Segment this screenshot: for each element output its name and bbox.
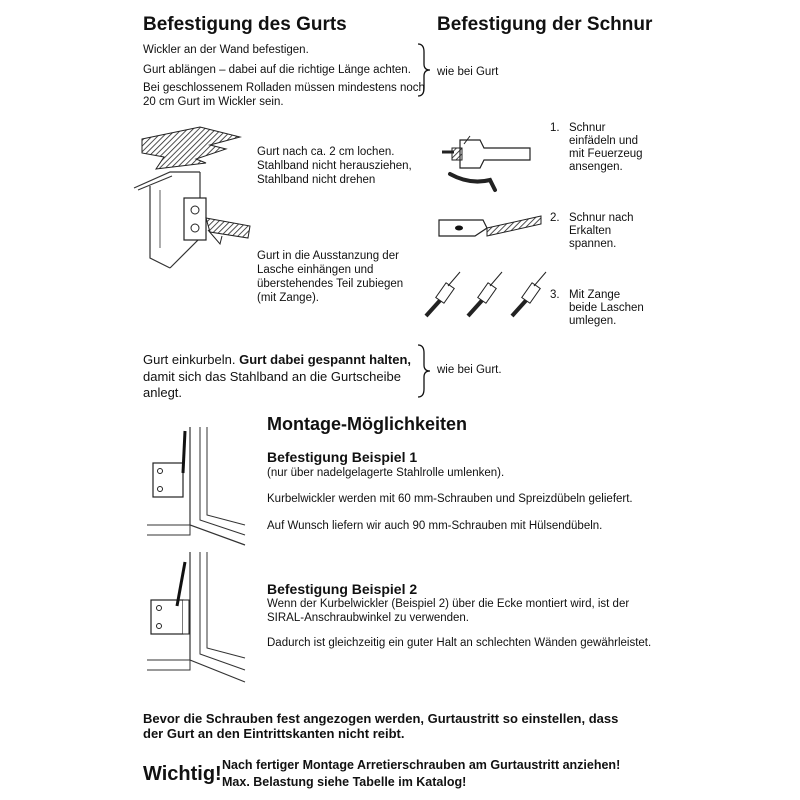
gurt-step2-b: Lasche einhängen und	[257, 264, 374, 276]
gurt-step1-c: Stahlband nicht drehen	[257, 174, 376, 186]
example-2-l2: SIRAL-Anschraubwinkel zu verwenden.	[267, 612, 469, 624]
schnur-step1-l4: ansengen.	[569, 161, 623, 173]
example-1-p1: Kurbelwickler werden mit 60 mm-Schrauben und Spreizdübeln geliefert.	[267, 493, 633, 505]
brace-2	[416, 343, 436, 399]
wichtig-line-1: Nach fertiger Montage Arretierschrauben am Gurtaustritt anziehen!	[222, 758, 621, 772]
gurt-step2-a: Gurt in die Ausstanzung der	[257, 250, 399, 262]
einkurbeln-line-3: anlegt.	[143, 385, 183, 400]
schnur-step3-l3: umlegen.	[569, 315, 617, 327]
cord-thread-illustration	[440, 130, 540, 195]
schnur-step2-l2: Erkalten	[569, 225, 612, 237]
intro-line-3b: 20 cm Gurt im Wickler sein.	[143, 96, 284, 108]
brace-1	[416, 42, 436, 98]
gurt-step1-b: Stahlband nicht herausziehen,	[257, 160, 412, 172]
example-1-p2: Auf Wunsch liefern wir auch 90 mm-Schrauben mit Hülsendübeln.	[267, 520, 603, 532]
schnur-step2-num: 2.	[550, 212, 560, 224]
intro-line-1: Wickler an der Wand befestigen.	[143, 44, 309, 56]
schnur-step2-l3: spannen.	[569, 238, 617, 250]
gurt-step1-a: Gurt nach ca. 2 cm lochen.	[257, 146, 395, 158]
schnur-step2-l1: Schnur nach	[569, 212, 634, 224]
intro-line-3a: Bei geschlossenem Rolladen müssen mindestens noch	[143, 82, 425, 94]
montage-title: Montage-Möglichkeiten	[267, 414, 468, 434]
schnur-step3-num: 3.	[550, 289, 560, 301]
gurt-title: Befestigung des Gurts	[143, 14, 347, 35]
wichtig-label: Wichtig!	[143, 763, 222, 785]
gurt-step2-c: überstehendes Teil zubiegen	[257, 278, 404, 290]
intro-line-2: Gurt ablängen – dabei auf die richtige Länge achten.	[143, 64, 411, 76]
cord-fold-illustration	[420, 270, 550, 320]
example-2-l1: Wenn der Kurbelwickler (Beispiel 2) über die Ecke montiert wird, ist der	[267, 598, 630, 610]
schnur-step1-num: 1.	[550, 122, 560, 134]
schnur-step3-l1: Mit Zange	[569, 289, 621, 301]
schnur-title: Befestigung der Schnur	[437, 14, 653, 35]
schnur-step1-l3: mit Feuerzeug	[569, 148, 643, 160]
einkurbeln-line-1: Gurt einkurbeln. Gurt dabei gespannt halten,	[143, 352, 412, 367]
example-1-title: Befestigung Beispiel 1	[267, 449, 418, 465]
mounting-example-2-illustration	[145, 550, 250, 690]
brace-note-1: wie bei Gurt	[437, 66, 499, 78]
cord-tension-illustration	[435, 210, 545, 245]
example-2-title: Befestigung Beispiel 2	[267, 581, 418, 597]
mounting-example-1-illustration	[145, 425, 250, 560]
schnur-step1-l1: Schnur	[569, 122, 606, 134]
schnur-step3-l2: beide Laschen	[569, 302, 644, 314]
wichtig-line-2: Max. Belastung siehe Tabelle im Katalog!	[222, 775, 467, 789]
brace-note-2: wie bei Gurt.	[437, 364, 502, 376]
example-2-p2: Dadurch ist gleichzeitig ein guter Halt an schlechten Wänden gewährleistet.	[267, 637, 652, 649]
schnur-step1-l2: einfädeln und	[569, 135, 639, 147]
warning-line-2: der Gurt an den Eintrittskanten nicht reibt.	[143, 726, 405, 741]
warning-line-1: Bevor die Schrauben fest angezogen werden, Gurtaustritt so einstellen, dass	[143, 711, 619, 726]
winder-housing-illustration	[130, 168, 260, 283]
example-1-sub: (nur über nadelgelagerte Stahlrolle umlenken).	[267, 467, 505, 479]
einkurbeln-line-2: damit sich das Stahlband an die Gurtscheibe	[143, 369, 401, 384]
gurt-step2-d: (mit Zange).	[257, 292, 319, 304]
